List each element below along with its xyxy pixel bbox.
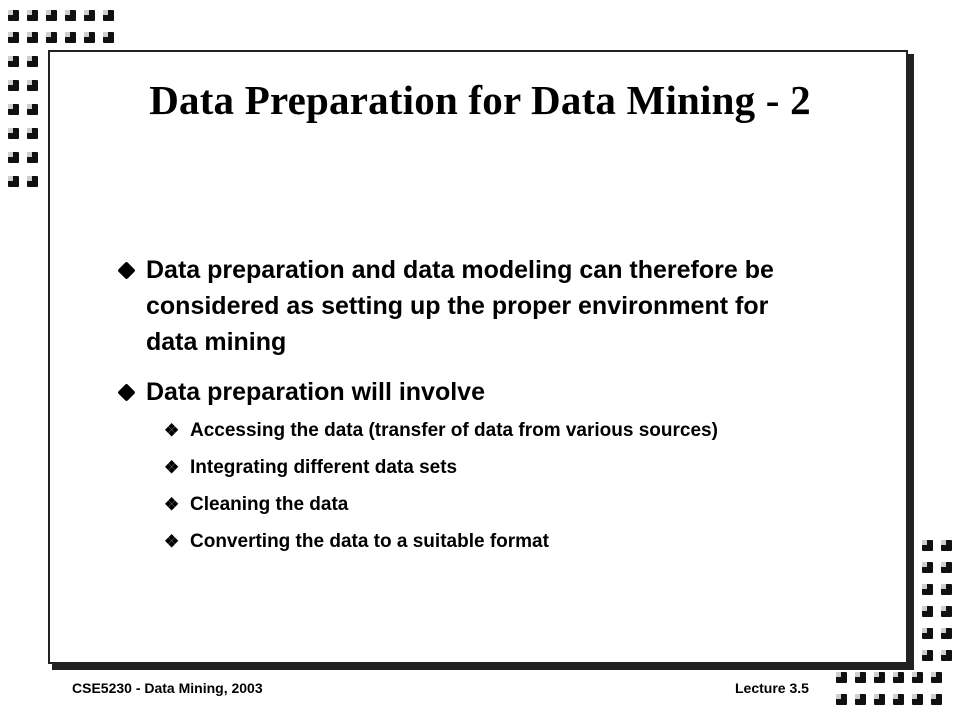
decorative-square — [103, 10, 114, 21]
decorative-square — [27, 80, 38, 91]
decorative-square — [8, 128, 19, 139]
decorative-square — [27, 56, 38, 67]
decorative-square — [8, 80, 19, 91]
sub-bullet-item — [112, 455, 812, 480]
sub-bullet-item — [112, 529, 812, 554]
decorative-square — [27, 176, 38, 187]
decorative-square — [836, 694, 847, 705]
decorative-square — [8, 176, 19, 187]
decorative-square — [8, 56, 19, 67]
decorative-square — [912, 694, 923, 705]
decorative-square — [922, 584, 933, 595]
decorative-square — [922, 540, 933, 551]
decorative-square — [941, 606, 952, 617]
decorative-square — [8, 104, 19, 115]
four-diamond-bullet-icon: ❖ — [164, 421, 180, 440]
decorative-square — [27, 104, 38, 115]
decorative-square — [893, 672, 904, 683]
decorative-square — [931, 694, 942, 705]
decorative-square — [103, 32, 114, 43]
decorative-square — [65, 32, 76, 43]
bullet-text: Data preparation and data modeling can therefore be considered as setting up the proper environment for data mining — [146, 256, 774, 356]
decorative-square — [874, 694, 885, 705]
sub-bullet-text: Accessing the data (transfer of data from various sources) — [190, 420, 718, 441]
decorative-square — [855, 694, 866, 705]
slide-title: Data Preparation for Data Mining - 2 — [149, 77, 811, 123]
decorative-square — [8, 32, 19, 43]
decorative-square — [27, 152, 38, 163]
decorative-square — [84, 10, 95, 21]
diamond-bullet-icon — [117, 383, 135, 401]
decorative-square — [922, 628, 933, 639]
decorative-square — [27, 10, 38, 21]
footer-lecture-number: Lecture 3.5 — [735, 680, 809, 696]
sub-bullet-text: Integrating different data sets — [190, 457, 458, 478]
decorative-square — [941, 540, 952, 551]
decorative-square — [27, 128, 38, 139]
decorative-square — [836, 672, 847, 683]
decorative-square — [941, 584, 952, 595]
four-diamond-bullet-icon: ❖ — [164, 458, 180, 477]
decorative-square — [912, 672, 923, 683]
four-diamond-bullet-icon: ❖ — [164, 495, 180, 514]
decorative-square — [84, 32, 95, 43]
decorative-square — [46, 32, 57, 43]
sub-bullet-item — [112, 418, 812, 443]
decorative-square — [874, 672, 885, 683]
decorative-square — [931, 672, 942, 683]
diamond-bullet-icon — [117, 261, 135, 279]
decorative-square — [8, 152, 19, 163]
decorative-square — [922, 650, 933, 661]
decorative-square — [922, 606, 933, 617]
decorative-square — [893, 694, 904, 705]
decorative-square — [855, 672, 866, 683]
decorative-square — [941, 628, 952, 639]
decorative-square — [65, 10, 76, 21]
decorative-square — [941, 562, 952, 573]
decorative-square — [27, 32, 38, 43]
sub-bullet-item — [112, 492, 812, 517]
decorative-square — [46, 10, 57, 21]
bullet-text: Data preparation will involve — [146, 378, 485, 406]
decorative-square — [922, 562, 933, 573]
footer-course: CSE5230 - Data Mining, 2003 — [72, 680, 263, 696]
sub-bullet-text: Cleaning the data — [190, 494, 349, 515]
decorative-square — [941, 650, 952, 661]
decorative-square — [8, 10, 19, 21]
four-diamond-bullet-icon: ❖ — [164, 532, 180, 551]
slide-content — [112, 252, 812, 566]
sub-bullet-text: Converting the data to a suitable format — [190, 531, 549, 552]
bullet-item — [112, 374, 812, 410]
bullet-item — [112, 252, 812, 360]
